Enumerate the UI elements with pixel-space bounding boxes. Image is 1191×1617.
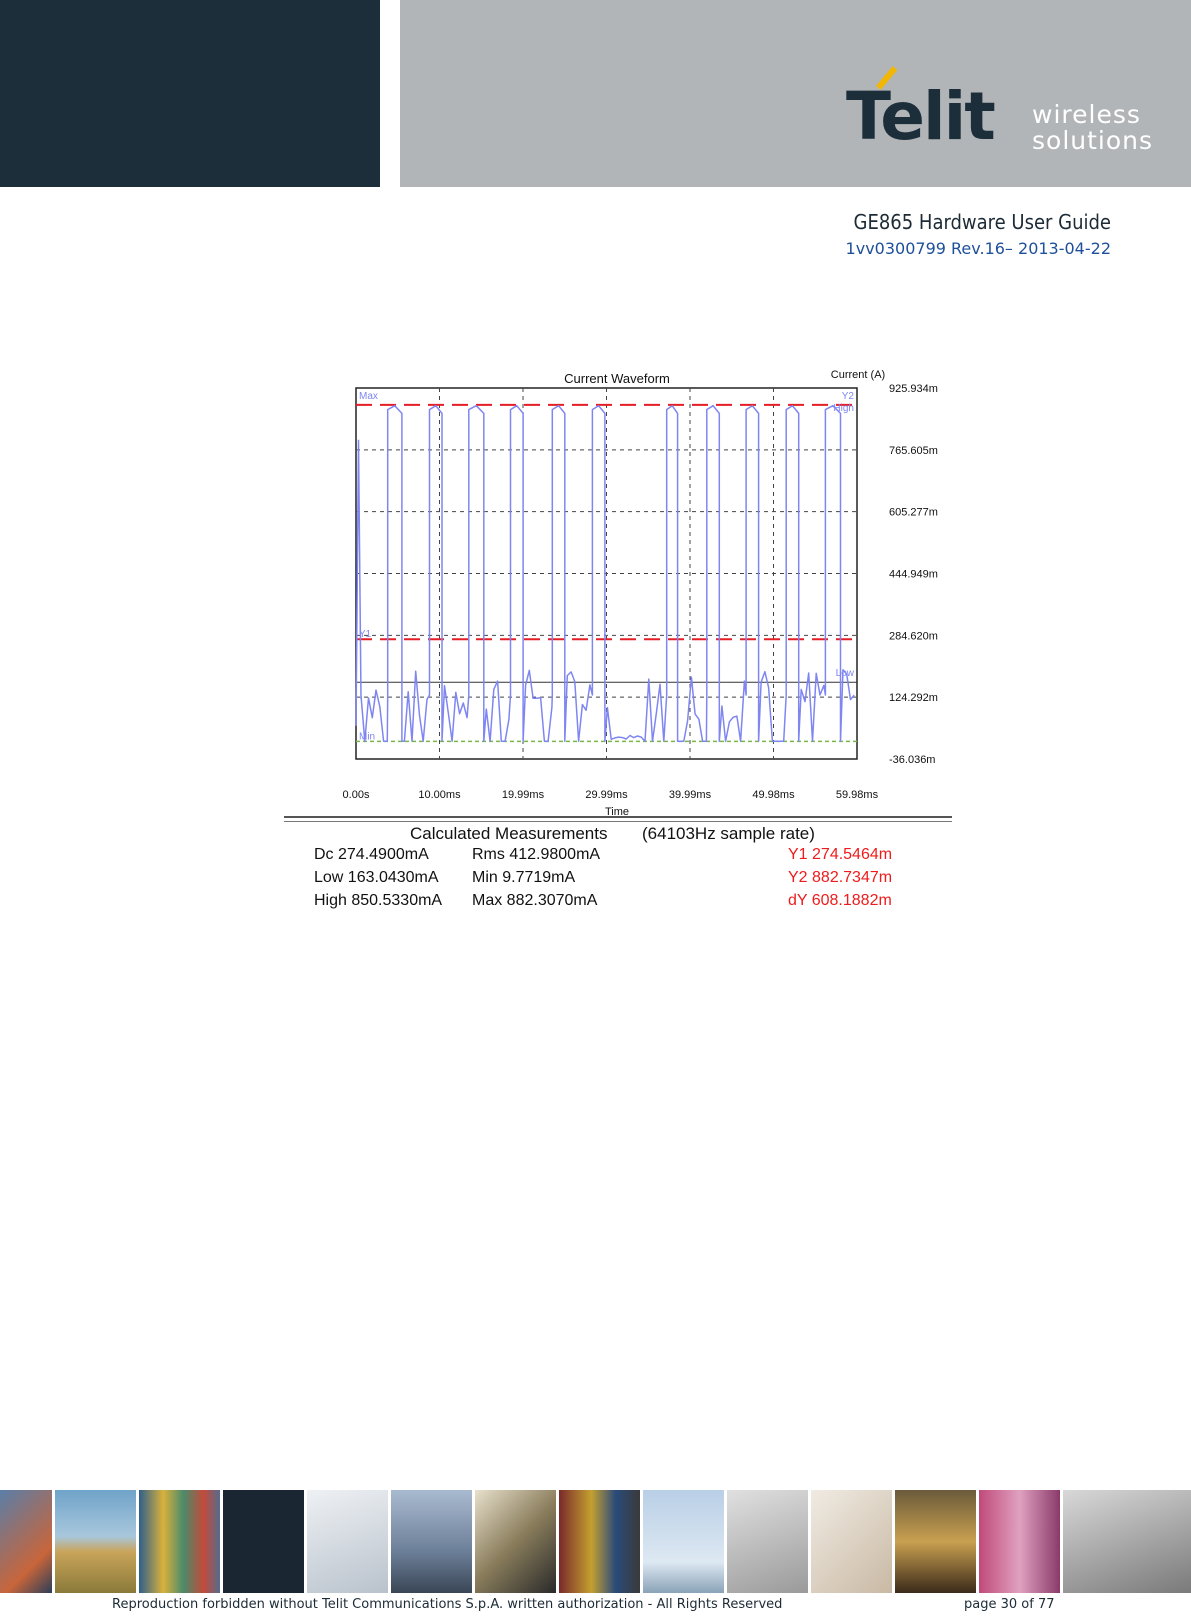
footer-photo-keyboard bbox=[307, 1490, 388, 1593]
measurements-divider-bottom bbox=[284, 821, 952, 822]
chart-title: Current Waveform bbox=[564, 371, 670, 386]
x-tick-label: 0.00s bbox=[342, 789, 370, 801]
y-tick-label: 765.605m bbox=[889, 444, 938, 457]
measurement-y1: Y1 274.5464m bbox=[788, 846, 893, 863]
min-marker-label: Min bbox=[359, 731, 376, 743]
footer-photo-printing bbox=[979, 1490, 1060, 1593]
footer-photo-scooter bbox=[391, 1490, 472, 1593]
logo-wordmark: Telit bbox=[846, 78, 994, 155]
high-marker-label: High bbox=[833, 403, 854, 414]
footer-copyright: Reproduction forbidden without Telit Communications S.p.A. written authorization - All Rights Reserved bbox=[112, 1597, 783, 1612]
measurement-high: High 850.5330mA bbox=[314, 892, 443, 909]
footer-photo-traffic bbox=[0, 1490, 52, 1593]
chart-y-axis-label: Current (A) bbox=[830, 369, 886, 381]
document-title: GE865 Hardware User Guide bbox=[853, 210, 1111, 234]
x-tick-label: 49.98ms bbox=[752, 789, 795, 801]
y-tick-label: 284.620m bbox=[889, 630, 938, 643]
x-tick-label: 59.98ms bbox=[835, 789, 879, 801]
footer-photo-emergency-phone bbox=[55, 1490, 136, 1593]
y-tick-label: 124.292m bbox=[889, 692, 938, 705]
document-revision: 1vv0300799 Rev.16– 2013-04-22 bbox=[845, 239, 1111, 258]
y2-marker-label: Y2 bbox=[841, 391, 854, 402]
footer-photo-camera bbox=[1063, 1490, 1191, 1593]
measurement-min: Min 9.7719mA bbox=[472, 869, 576, 886]
footer-photo-wind-turbines bbox=[643, 1490, 724, 1593]
y-tick-label: -36.036m bbox=[889, 754, 936, 766]
measurement-max: Max 882.3070mA bbox=[472, 892, 598, 909]
y-tick-label: 605.277m bbox=[889, 506, 938, 519]
footer-photo-vending bbox=[559, 1490, 640, 1593]
calculated-measurements bbox=[284, 816, 952, 916]
footer-photo-containers bbox=[139, 1490, 220, 1593]
y1-marker-label: Y1 bbox=[359, 629, 372, 641]
measurements-sample-rate: (64103Hz sample rate) bbox=[642, 824, 815, 843]
y-tick-label: 444.949m bbox=[889, 568, 938, 581]
logo-tagline-line2: solutions bbox=[1032, 126, 1154, 155]
y-tick-labels bbox=[889, 383, 938, 766]
footer-photo-departure-board bbox=[223, 1490, 304, 1593]
x-tick-label: 19.99ms bbox=[501, 789, 545, 801]
footer-photo-meter bbox=[727, 1490, 808, 1593]
measurement-low: Low 163.0430mA bbox=[314, 869, 439, 886]
measurements-title: Calculated Measurements bbox=[410, 824, 608, 843]
measurement-dy: dY 608.1882m bbox=[788, 892, 892, 909]
footer-photo-interior bbox=[811, 1490, 892, 1593]
chart-x-axis-label: Time bbox=[604, 806, 630, 818]
measurement-dc: Dc 274.4900mA bbox=[314, 846, 429, 863]
x-tick-labels bbox=[343, 789, 879, 801]
measurement-y2: Y2 882.7347m bbox=[788, 869, 893, 886]
footer-photo-station bbox=[895, 1490, 976, 1593]
footer-photo-card-payment bbox=[475, 1490, 556, 1593]
low-marker-label: Low bbox=[835, 668, 854, 680]
measurements-divider-top bbox=[284, 816, 952, 818]
logo-tagline-line1: wireless bbox=[1032, 100, 1141, 129]
x-tick-label: 29.99ms bbox=[585, 789, 628, 801]
y-tick-label: 925.934m bbox=[889, 383, 938, 395]
footer-image-strip bbox=[0, 1490, 1191, 1593]
max-marker-label: Max bbox=[359, 391, 378, 402]
page-number: page 30 of 77 bbox=[964, 1597, 1055, 1612]
x-tick-label: 39.99ms bbox=[668, 789, 712, 801]
x-tick-label: 10.00ms bbox=[418, 789, 461, 801]
measurement-rms: Rms 412.9800mA bbox=[472, 846, 601, 863]
